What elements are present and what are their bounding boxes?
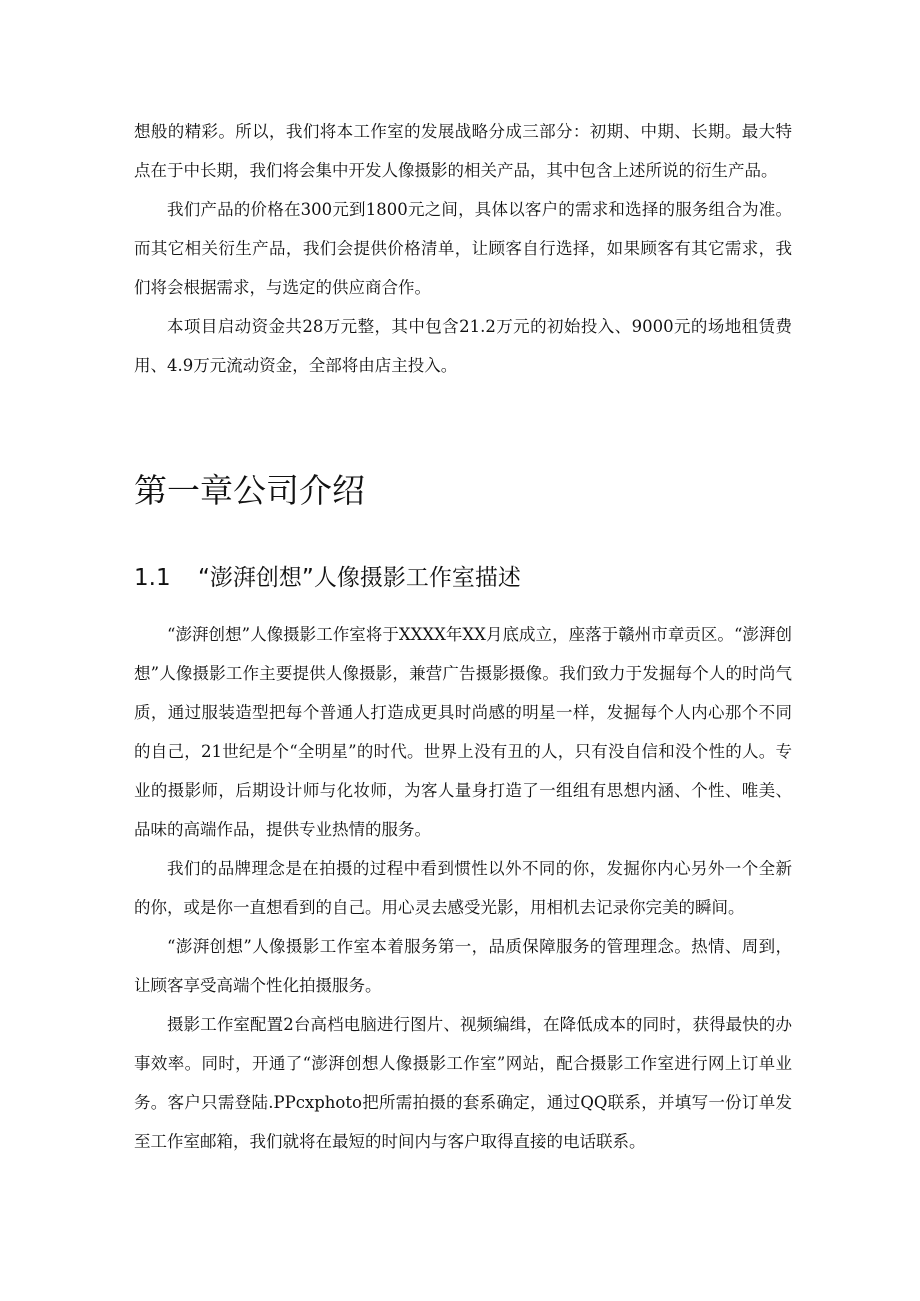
spacer: [134, 594, 792, 615]
paragraph-strategy: 想般的精彩。所以，我们将本工作室的发展战略分成三部分：初期、中期、长期。最大特点在于中长期，我们将会集中开发人像摄影的相关产品，其中包含上述所说的衍生产品。: [134, 122, 792, 180]
paragraph-brand-concept: 我们的品牌理念是在拍摄的过程中看到惯性以外不同的你，发掘你内心另外一个全新的你，或是你一直想看到的自己。用心灵去感受光影，用相机去记录你完美的瞬间。: [134, 859, 792, 917]
section-title: “澎湃创想”人像摄影工作室描述: [198, 565, 521, 591]
spacer: [134, 385, 792, 469]
section-number: 1.1: [134, 565, 171, 591]
paragraph-equipment-website: 摄影工作室配置2台高档电脑进行图片、视频编缉，在降低成本的同时，获得最快的办事效率。同时，开通了“澎湃创想人像摄影工作室”网站，配合摄影工作室进行网上订单业务。客户只需登陆.PPcxphoto把所需拍摄的套系确定，通过QQ联系，并填写一份订单发至工作室邮箱，我们就将在最短的时间内与客户取得直接的电话联系。: [134, 1015, 792, 1151]
paragraph-management-concept: “澎湃创想”人像摄影工作室本着服务第一，品质保障服务的管理理念。热情、周到，让顾客享受高端个性化拍摄服务。: [134, 937, 792, 995]
intro-text-block: [134, 112, 792, 385]
paragraph-funding: 本项目启动资金共28万元整，其中包含21.2万元的初始投入、9000元的场地租赁费用、4.9万元流动资金，全部将由店主投入。: [134, 317, 792, 375]
paragraph-pricing: 我们产品的价格在300元到1800元之间，具体以客户的需求和选择的服务组合为准。而其它相关衍生产品，我们会提供价格清单，让顾客自行选择，如果顾客有其它需求，我们将会根据需求，与选定的供应商合作。: [134, 200, 792, 297]
chapter-heading: 第一章公司介绍: [134, 471, 365, 510]
paragraph-studio-overview: “澎湃创想”人像摄影工作室将于XXXX年XX月底成立，座落于赣州市章贡区。“澎湃创想”人像摄影工作主要提供人像摄影，兼营广告摄影摄像。我们致力于发掘每个人的时尚气质，通过服装造型把每个普通人打造成更具时尚感的明星一样，发掘每个人内心那个不同的自己，21世纪是个“全明星”的时代。世界上没有丑的人，只有没自信和没个性的人。专业的摄影师，后期设计师与化妆师，为客人量身打造了一组组有思想内涵、个性、唯美、品味的高端作品，提供专业热情的服务。: [134, 625, 792, 839]
spacer: [134, 513, 792, 562]
section-heading: [134, 562, 792, 594]
section-body: [134, 615, 792, 1161]
